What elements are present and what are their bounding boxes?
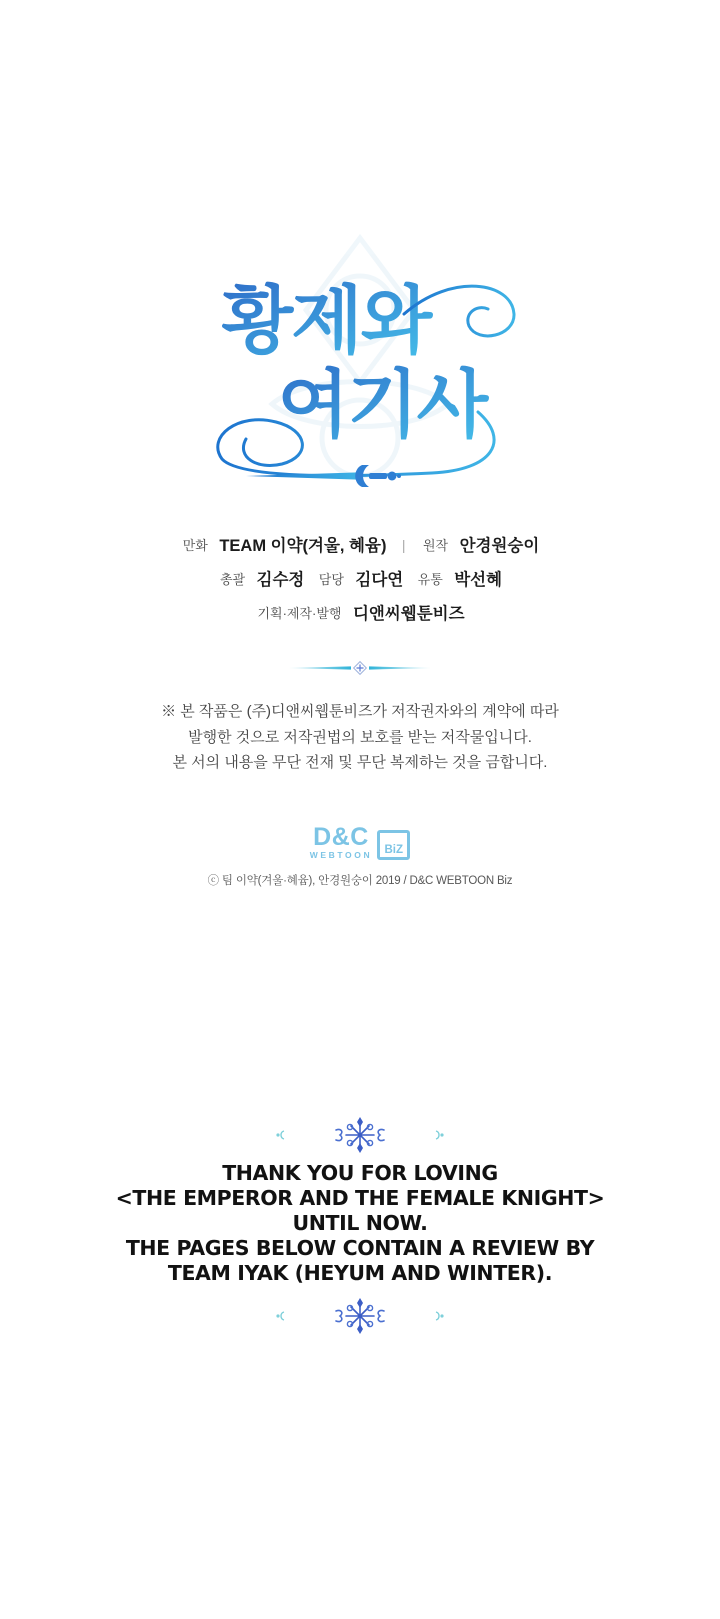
publisher-logo-left xyxy=(309,823,373,860)
notice-line-3: 본 서의 내용을 무단 전재 및 무단 복제하는 것을 금합니다. xyxy=(172,754,548,771)
manhwa-value: TEAM 이약(겨울, 혜윰) xyxy=(219,537,387,555)
manager-value: 김다연 xyxy=(355,571,404,589)
title-logo xyxy=(160,226,560,511)
distribution-value: 박선혜 xyxy=(454,571,503,589)
manager-label: 담당 xyxy=(318,572,344,587)
outro-line-3: UNTIL NOW. xyxy=(292,1211,428,1235)
outro-line-1: THANK YOU FOR LOVING xyxy=(222,1161,498,1185)
copyright-notice xyxy=(0,699,720,776)
ornate-divider-bottom xyxy=(270,1296,450,1336)
ornate-divider-top xyxy=(270,1115,450,1155)
copyright-line: ⓒ 팀 이약(겨울·혜윰), 안경원숭이 2019 / D&C WEBTOON Biz xyxy=(207,875,513,887)
outro-line-5: TEAM IYAK (HEYUM AND WINTER). xyxy=(167,1261,553,1285)
notice-line-2: 발행한 것으로 저작권법의 보호를 받는 저작물입니다. xyxy=(188,728,532,746)
publishing-value: 디앤씨웹툰비즈 xyxy=(352,605,465,623)
publisher-sub: WEBTOON xyxy=(309,850,373,860)
sword-icon xyxy=(246,465,401,487)
title-line2: 여기사 xyxy=(277,365,487,447)
credits-block xyxy=(0,534,720,637)
credits-row-1 xyxy=(0,534,720,558)
outro-message xyxy=(0,1161,720,1286)
supervision-label: 총괄 xyxy=(219,572,246,587)
outro-line-2: <THE EMPEROR AND THE FEMALE KNIGHT> xyxy=(115,1186,605,1210)
publisher-biz-badge xyxy=(377,830,410,860)
manhwa-label: 만화 xyxy=(182,538,208,553)
original-label: 원작 xyxy=(422,538,449,553)
credits-row-2 xyxy=(0,569,720,592)
publisher-logo xyxy=(0,823,720,860)
original-value: 안경원숭이 xyxy=(459,537,540,555)
title-logo-art xyxy=(160,226,560,511)
publisher-biz-text: BiZ xyxy=(384,844,403,856)
publishing-label: 기획·제작·발행 xyxy=(257,606,342,621)
credits-row-3 xyxy=(0,603,720,626)
supervision-value: 김수정 xyxy=(256,571,305,589)
publisher-name: D&C xyxy=(313,823,369,851)
credits-separator: | xyxy=(401,537,406,553)
notice-line-1: ※ 본 작품은 (주)디앤씨웹툰비즈가 저작권자와의 계약에 따라 xyxy=(161,703,559,720)
title-line1: 황제와 xyxy=(221,281,431,363)
distribution-label: 유통 xyxy=(417,572,443,587)
small-divider xyxy=(285,658,435,678)
outro-line-4: THE PAGES BELOW CONTAIN A REVIEW BY xyxy=(125,1236,595,1260)
